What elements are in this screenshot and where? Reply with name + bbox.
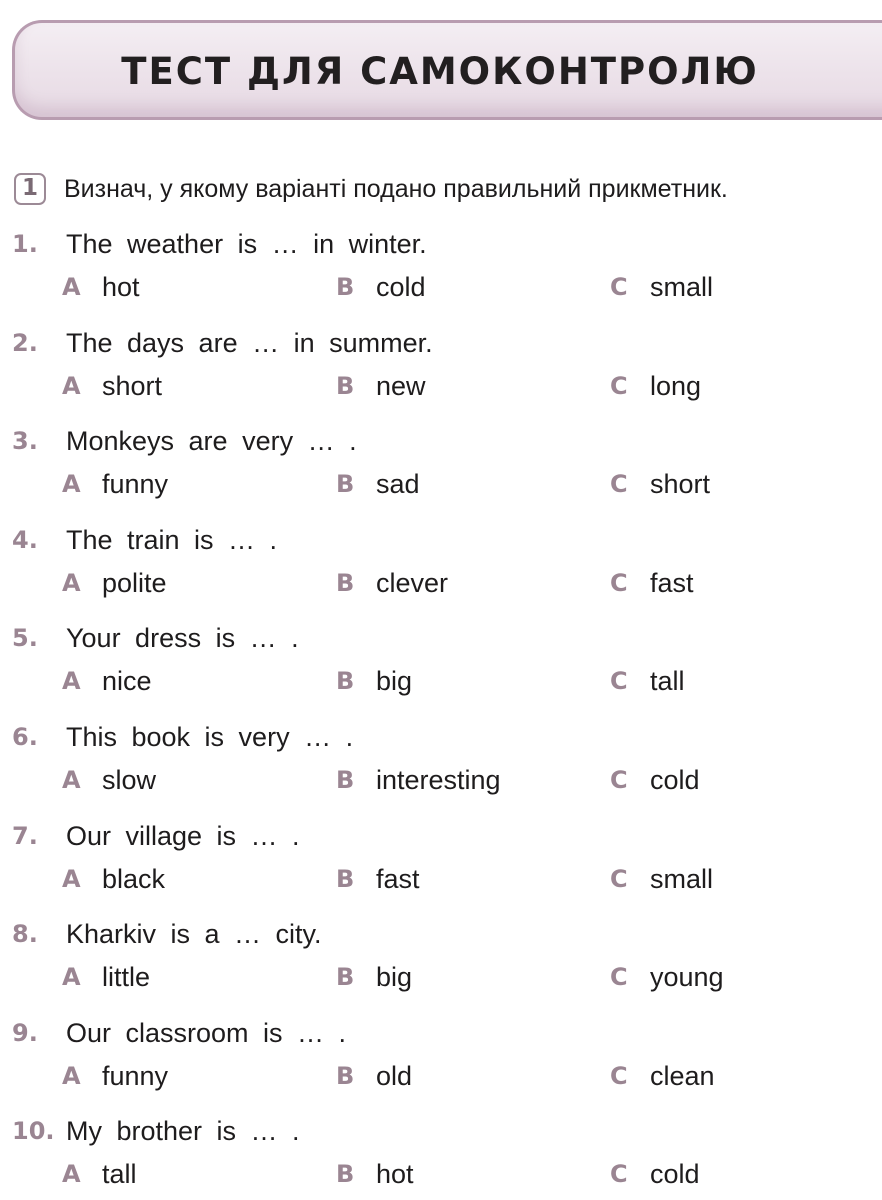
answer-option[interactable] [610, 1154, 700, 1194]
option-letter: A [62, 1160, 81, 1188]
option-letter: C [610, 372, 628, 400]
option-letter: B [336, 470, 355, 498]
question-text: Our classroom is … . [66, 1017, 347, 1048]
option-text: long [650, 370, 702, 401]
answer-option[interactable] [610, 859, 713, 899]
question-text: This book is very … . [66, 721, 354, 752]
option-letter: C [610, 273, 628, 301]
option-text: small [650, 863, 714, 894]
answer-option[interactable] [62, 1154, 137, 1194]
option-letter: C [610, 865, 628, 893]
answer-option[interactable] [336, 661, 412, 701]
option-letter: A [62, 667, 81, 695]
question-number: 10. [12, 1117, 55, 1145]
question-number: 3. [12, 427, 38, 455]
option-text: hot [102, 271, 140, 302]
option-letter: C [610, 1062, 628, 1090]
answer-option[interactable] [62, 760, 156, 800]
option-text: short [650, 468, 711, 499]
option-text: funny [102, 468, 169, 499]
option-text: young [650, 961, 724, 992]
answer-option[interactable] [610, 563, 694, 603]
option-letter: B [336, 1062, 355, 1090]
option-text: hot [376, 1158, 414, 1189]
answer-option[interactable] [610, 366, 701, 406]
option-text: short [102, 370, 163, 401]
option-letter: A [62, 569, 81, 597]
question-text: Your dress is … . [66, 622, 299, 653]
question-line [12, 520, 277, 560]
question-text: The days are … in summer. [66, 327, 433, 358]
answer-option[interactable] [62, 661, 152, 701]
question-text: Kharkiv is a … city. [66, 918, 322, 949]
question-number: 7. [12, 822, 38, 850]
answer-option[interactable] [336, 1154, 414, 1194]
question-text: Our village is … . [66, 820, 300, 851]
option-letter: A [62, 865, 81, 893]
answer-option[interactable] [610, 661, 685, 701]
answer-option[interactable] [336, 267, 426, 307]
option-text: tall [102, 1158, 137, 1189]
answer-option[interactable] [610, 464, 710, 504]
option-text: cold [650, 1158, 700, 1189]
answer-option[interactable] [610, 267, 713, 307]
option-letter: B [336, 865, 355, 893]
option-letter: A [62, 470, 81, 498]
option-text: clever [376, 567, 449, 598]
question-number: 8. [12, 920, 38, 948]
question-number: 6. [12, 723, 38, 751]
question-line [12, 1111, 300, 1151]
option-letter: C [610, 667, 628, 695]
option-letter: B [336, 569, 355, 597]
option-letter: A [62, 963, 81, 991]
option-letter: B [336, 963, 355, 991]
option-text: slow [102, 764, 157, 795]
question-line [12, 323, 433, 363]
option-text: funny [102, 1060, 169, 1091]
answer-option[interactable] [336, 760, 501, 800]
option-text: cold [376, 271, 426, 302]
option-letter: C [610, 569, 628, 597]
option-text: old [376, 1060, 413, 1091]
answer-option[interactable] [62, 1056, 168, 1096]
question-number: 2. [12, 329, 38, 357]
option-text: new [376, 370, 426, 401]
answer-option[interactable] [336, 859, 420, 899]
task-instruction [14, 169, 728, 209]
option-text: cold [650, 764, 700, 795]
instruction-text: Визнач, у якому варіанті подано правильний прикметник. [64, 174, 728, 203]
answer-option[interactable] [62, 859, 165, 899]
question-text: The weather is … in winter. [66, 228, 427, 259]
option-text: little [102, 961, 151, 992]
answer-option[interactable] [62, 267, 140, 307]
option-text: big [376, 665, 413, 696]
option-text: fast [650, 567, 694, 598]
option-letter: B [336, 766, 355, 794]
option-letter: A [62, 1062, 81, 1090]
question-number: 9. [12, 1019, 38, 1047]
option-text: clean [650, 1060, 715, 1091]
answer-option[interactable] [610, 1056, 715, 1096]
question-line [12, 421, 357, 461]
question-line [12, 224, 427, 264]
answer-option[interactable] [610, 957, 724, 997]
option-letter: C [610, 1160, 628, 1188]
question-line [12, 717, 353, 757]
option-letter: B [336, 1160, 355, 1188]
option-text: tall [650, 665, 685, 696]
answer-option[interactable] [336, 366, 426, 406]
option-letter: A [62, 273, 81, 301]
option-letter: B [336, 372, 355, 400]
answer-option[interactable] [62, 957, 150, 997]
option-letter: C [610, 963, 628, 991]
question-text: My brother is … . [66, 1115, 300, 1146]
task-number-badge: 1 [14, 173, 46, 205]
answer-option[interactable] [62, 563, 167, 603]
answer-option[interactable] [336, 563, 448, 603]
option-letter: B [336, 667, 355, 695]
answer-option[interactable] [336, 957, 412, 997]
question-text: The train is … . [66, 524, 278, 555]
question-number: 1. [12, 230, 38, 258]
question-line [12, 1013, 346, 1053]
answer-option[interactable] [62, 366, 162, 406]
option-text: nice [102, 665, 152, 696]
option-text: big [376, 961, 413, 992]
option-text: fast [376, 863, 420, 894]
option-letter: C [610, 470, 628, 498]
option-letter: C [610, 766, 628, 794]
option-letter: B [336, 273, 355, 301]
question-line [12, 914, 322, 954]
answer-option[interactable] [610, 760, 700, 800]
page-title: ТЕСТ ДЛЯ САМОКОНТРОЛЮ [121, 50, 759, 93]
option-letter: A [62, 372, 81, 400]
answer-option[interactable] [62, 464, 168, 504]
option-text: small [650, 271, 714, 302]
question-line [12, 816, 300, 856]
question-text: Monkeys are very … . [66, 425, 357, 456]
question-number: 5. [12, 624, 38, 652]
answer-option[interactable] [336, 464, 420, 504]
option-letter: A [62, 766, 81, 794]
question-number: 4. [12, 526, 38, 554]
question-line [12, 618, 299, 658]
option-text: polite [102, 567, 167, 598]
option-text: black [102, 863, 166, 894]
answer-option[interactable] [336, 1056, 412, 1096]
option-text: sad [376, 468, 420, 499]
option-text: interesting [376, 764, 501, 795]
